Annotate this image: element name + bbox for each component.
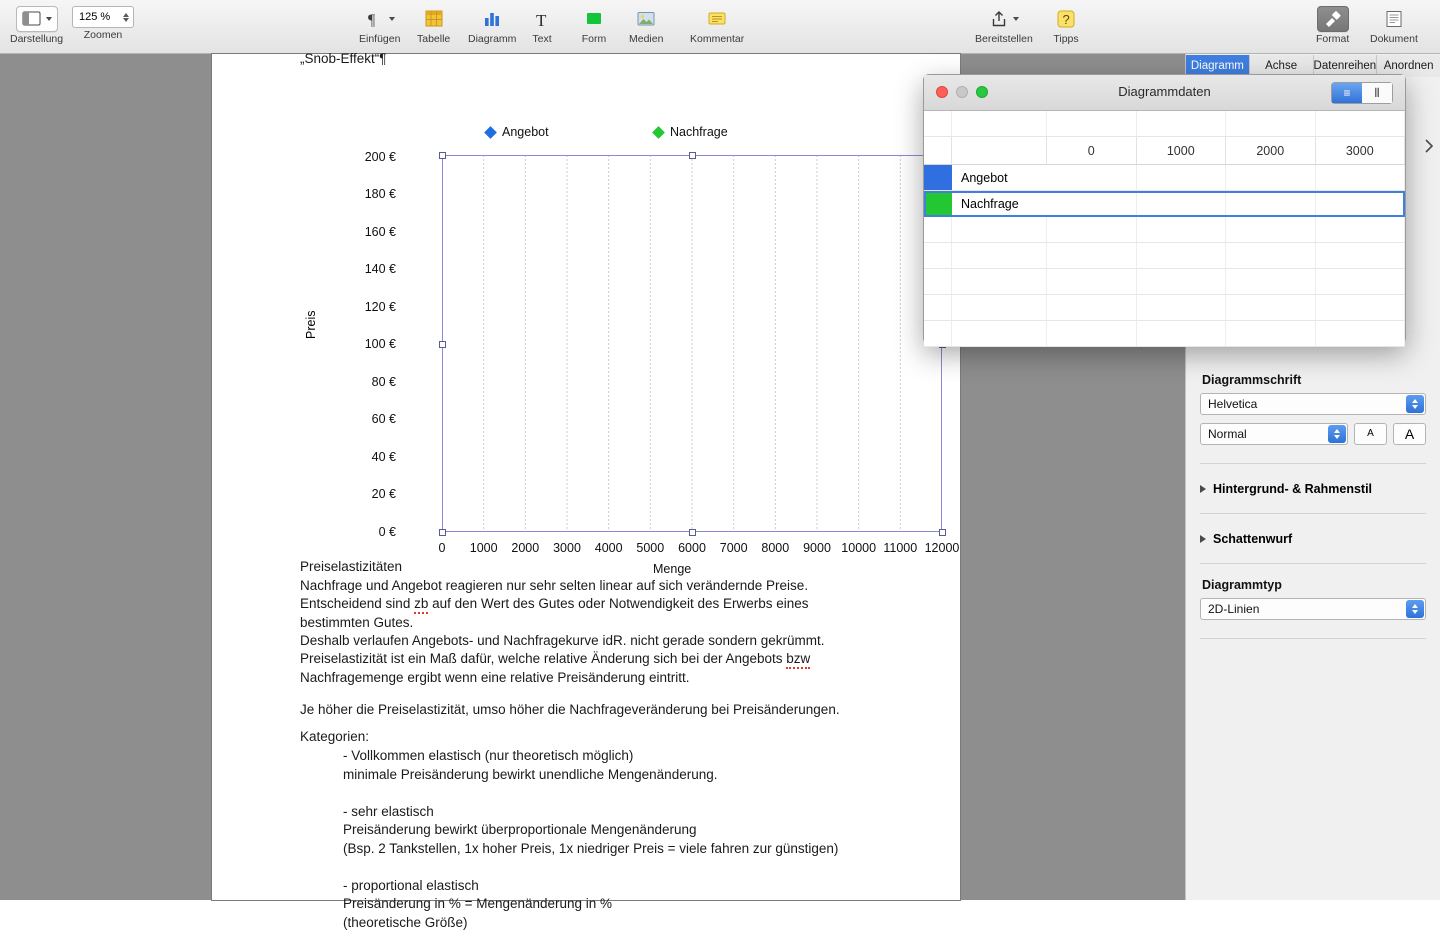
text-button[interactable]	[526, 6, 558, 32]
x-tick-12: 12000	[919, 541, 965, 555]
zoom-field[interactable]	[72, 6, 134, 28]
list-item-1-detail: minimale Preisänderung bewirkt unendliche Mengenänderung.	[343, 766, 983, 785]
shape-button[interactable]	[578, 6, 610, 32]
grid-name-cell[interactable]	[952, 321, 1047, 346]
bar-chart-icon	[482, 10, 502, 28]
text-t-icon	[532, 10, 552, 28]
x-tick-7: 7000	[711, 541, 757, 555]
paragraph-5: Deshalb verlaufen Angebots- und Nachfragekurve idR. nicht gerade sondern gekrümmt.	[300, 632, 920, 651]
table-label: Tabelle	[417, 33, 450, 45]
tab-diagramm[interactable]: Diagramm	[1186, 55, 1250, 77]
chart-data-grid[interactable]	[924, 111, 1405, 347]
x-tick-0: 0	[419, 541, 465, 555]
spacer-1	[343, 784, 983, 803]
chart-y-axis-title: Preis	[304, 311, 318, 339]
shape-square-icon	[584, 10, 604, 28]
chart-data-window-title: Diagrammdaten	[924, 84, 1405, 99]
view-layout-button[interactable]	[16, 6, 58, 32]
grid-cell[interactable]	[1316, 217, 1406, 242]
grid-header-col-0[interactable]: 0	[1047, 137, 1137, 164]
increase-font-size-button[interactable]: A	[1393, 423, 1426, 445]
font-style-select[interactable]	[1200, 423, 1348, 445]
table-row[interactable]	[924, 191, 1405, 217]
grid-cell[interactable]	[1047, 295, 1137, 320]
toolbar-group-zoom[interactable]	[72, 6, 134, 41]
toolbar-group-insert[interactable]	[359, 6, 400, 45]
table-icon	[424, 10, 444, 28]
y-tick-9: 180 €	[350, 187, 396, 201]
font-family-chevron-icon[interactable]	[1406, 395, 1424, 413]
grid-row-empty[interactable]	[924, 243, 1405, 269]
font-style-value: Normal	[1208, 427, 1247, 441]
svg-text:¶: ¶	[368, 12, 376, 29]
chart-type-heading: Diagrammtyp	[1202, 578, 1426, 592]
grid-header-col-3000[interactable]: 3000	[1316, 137, 1406, 164]
y-tick-10: 200 €	[350, 150, 396, 164]
chart-type-value: 2D-Linien	[1208, 602, 1259, 616]
tips-label: Tipps	[1050, 33, 1082, 45]
legend-label-nachfrage: Nachfrage	[670, 125, 728, 139]
paragraph-8: Je höher die Preiselastizität, umso höher die Nachfrageveränderung bei Preisänderungen.	[300, 701, 940, 720]
grid-cell[interactable]	[1137, 295, 1227, 320]
decrease-font-size-button[interactable]: A	[1354, 423, 1387, 445]
chart-type-select[interactable]	[1200, 598, 1426, 620]
toolbar-group-chart[interactable]	[468, 6, 516, 45]
y-tick-6: 120 €	[350, 300, 396, 314]
comment-label: Kommentar	[690, 33, 744, 45]
grid-name-cell[interactable]	[952, 295, 1047, 320]
list-item-1: - Vollkommen elastisch (nur theoretisch möglich)	[343, 747, 983, 766]
y-tick-8: 160 €	[350, 225, 396, 239]
x-tick-1: 1000	[461, 541, 507, 555]
chart-data-titlebar[interactable]	[924, 75, 1405, 111]
paragraph-7: Nachfragemenge ergibt wenn eine relative Preisänderung eintritt.	[300, 669, 920, 688]
chevron-right-icon	[1422, 138, 1436, 154]
legend-marker-diamond-icon	[484, 126, 497, 139]
resize-handle-bottom-center[interactable]	[689, 529, 696, 536]
comment-icon	[707, 10, 727, 28]
list-item-3-detail-b: (theoretische Größe)	[343, 914, 983, 932]
legend-label-angebot: Angebot	[502, 125, 549, 139]
chart-object[interactable]	[290, 89, 910, 569]
x-tick-4: 4000	[586, 541, 632, 555]
grid-cell[interactable]	[1047, 321, 1137, 346]
grid-cell[interactable]	[1316, 269, 1406, 294]
y-tick-2: 40 €	[350, 450, 396, 464]
divider-2	[1200, 513, 1426, 514]
misspelling-bzw: bzw	[786, 651, 810, 669]
grid-name-cell[interactable]	[952, 217, 1047, 242]
media-button[interactable]	[630, 6, 662, 32]
tab-achse[interactable]: Achse	[1250, 55, 1314, 77]
body-list-block[interactable]	[343, 747, 983, 932]
rows-view-button[interactable]: ≡	[1332, 83, 1362, 103]
toolbar-group-table[interactable]	[417, 6, 450, 45]
x-tick-3: 3000	[544, 541, 590, 555]
toolbar-group-document[interactable]	[1370, 6, 1418, 45]
table-button[interactable]	[418, 6, 450, 32]
y-tick-1: 20 €	[350, 487, 396, 501]
panel-collapse-arrow[interactable]	[1422, 138, 1436, 157]
toolbar-group-shape[interactable]	[578, 6, 610, 45]
grid-cell[interactable]	[1316, 321, 1406, 346]
legend-marker-diamond-icon	[652, 126, 665, 139]
list-item-2: - sehr elastisch	[343, 803, 983, 822]
grid-cell[interactable]	[1316, 191, 1406, 216]
grid-row-empty[interactable]	[924, 217, 1405, 243]
chart-legend-nachfrage[interactable]	[654, 125, 728, 139]
columns-view-button[interactable]: ⦀	[1362, 83, 1392, 103]
zoom-value: 125 %	[79, 11, 110, 23]
grid-cell[interactable]	[1226, 321, 1316, 346]
list-item-2-detail-b: (Bsp. 2 Tankstellen, 1x hoher Preis, 1x niedriger Preis = viele fahren zur günstigen)	[343, 840, 983, 859]
media-photo-icon	[636, 10, 656, 28]
grid-row-empty[interactable]	[924, 321, 1405, 347]
paragraph-2: Nachfrage und Angebot reagieren nur sehr selten linear auf sich verändernde Preise.	[300, 577, 920, 596]
grid-cell[interactable]	[1226, 243, 1316, 268]
chart-button[interactable]	[476, 6, 508, 32]
grid-color-swatch-cell	[924, 269, 952, 294]
grid-color-swatch-cell	[924, 243, 952, 268]
grid-cell[interactable]	[1226, 165, 1316, 190]
resize-handle-top-left[interactable]	[439, 152, 446, 159]
chart-x-axis-title: Menge	[653, 562, 691, 576]
paragraph-3: Entscheidend sind zb auf den Wert des Gutes oder Notwendigkeit des Erwerbs eines	[300, 595, 920, 614]
body-text-block-2[interactable]	[300, 650, 920, 687]
resize-handle-middle-left[interactable]	[439, 341, 446, 348]
grid-cell[interactable]	[1137, 269, 1227, 294]
view-label: Darstellung	[10, 33, 63, 45]
x-tick-5: 5000	[627, 541, 673, 555]
chart-data-window[interactable]	[923, 74, 1406, 344]
section-background-border-label: Hintergrund- & Rahmenstil	[1213, 482, 1372, 496]
resize-handle-bottom-left[interactable]	[439, 529, 446, 536]
grid-cell[interactable]	[1226, 191, 1316, 216]
grid-cell[interactable]	[1137, 111, 1227, 136]
disclosure-triangle-icon	[1200, 535, 1206, 543]
chart-font-heading: Diagrammschrift	[1202, 373, 1426, 387]
section-background-border[interactable]	[1200, 482, 1426, 496]
document-label: Dokument	[1370, 33, 1418, 45]
series-name-nachfrage[interactable]: Nachfrage	[952, 191, 1047, 216]
format-button[interactable]	[1317, 6, 1349, 32]
question-mark-icon	[1056, 10, 1076, 28]
zoom-stepper[interactable]	[123, 13, 129, 22]
toolbar-group-text[interactable]	[526, 6, 558, 45]
toolbar-group-comment[interactable]	[690, 6, 744, 45]
paragraph-6: Preiselastizität ist ein Maß dafür, welche relative Änderung sich bei der Angebots bzw	[300, 650, 920, 669]
table-row[interactable]	[924, 165, 1405, 191]
series-name-angebot[interactable]: Angebot	[952, 165, 1047, 190]
x-tick-9: 9000	[794, 541, 840, 555]
toolbar-group-media[interactable]	[629, 6, 663, 45]
svg-text:T: T	[536, 11, 547, 30]
grid-cell[interactable]	[1137, 321, 1227, 346]
paragraph-4: bestimmten Gutes.	[300, 614, 920, 633]
view-mode-segmented-control[interactable]	[1331, 82, 1393, 104]
grid-name-cell[interactable]	[952, 243, 1047, 268]
grid-name-cell[interactable]	[952, 269, 1047, 294]
section-shadow-label: Schattenwurf	[1213, 532, 1292, 546]
chart-type-chevron-icon[interactable]	[1406, 600, 1424, 618]
x-tick-11: 11000	[877, 541, 923, 555]
chart-label: Diagramm	[468, 33, 516, 45]
pilcrow-icon	[365, 10, 385, 28]
divider-1	[1200, 463, 1426, 464]
tab-datenreihen[interactable]: Datenreihen	[1314, 55, 1378, 77]
media-label: Medien	[629, 33, 663, 45]
grid-cell[interactable]	[1137, 243, 1227, 268]
x-tick-6: 6000	[669, 541, 715, 555]
grid-color-swatch-cell	[924, 321, 952, 346]
grid-cell[interactable]	[1316, 165, 1406, 190]
grid-header-col-2000[interactable]: 2000	[1226, 137, 1316, 164]
document-header-fragment: „Snob-Effekt“¶	[300, 50, 387, 69]
tab-anordnen[interactable]: Anordnen	[1377, 55, 1440, 77]
font-family-select[interactable]	[1200, 393, 1426, 415]
text-label: Text	[526, 33, 558, 45]
grid-cell[interactable]	[1316, 295, 1406, 320]
grid-cell[interactable]	[1226, 295, 1316, 320]
grid-cell[interactable]	[1137, 165, 1227, 190]
view-layout-icon	[22, 10, 42, 28]
grid-color-swatch-cell	[924, 295, 952, 320]
format-label: Format	[1316, 33, 1349, 45]
grid-cell[interactable]	[1047, 269, 1137, 294]
divider-3	[1200, 563, 1426, 564]
misspelling-zb: zb	[414, 596, 428, 614]
body-text-block-3[interactable]	[300, 701, 940, 720]
paintbrush-icon	[1323, 10, 1343, 28]
resize-handle-bottom-right[interactable]	[939, 529, 946, 536]
y-tick-4: 80 €	[350, 375, 396, 389]
font-style-chevron-icon[interactable]	[1328, 425, 1346, 443]
x-tick-8: 8000	[752, 541, 798, 555]
chart-selection-frame[interactable]	[442, 155, 942, 532]
body-text-block-4[interactable]	[300, 728, 940, 747]
resize-handle-top-center[interactable]	[689, 152, 696, 159]
grid-cell[interactable]	[1047, 191, 1137, 216]
paragraph-1: Preiselastizitäten	[300, 558, 920, 577]
grid-cell[interactable]	[1316, 111, 1406, 136]
font-family-value: Helvetica	[1208, 397, 1257, 411]
grid-name-cell[interactable]	[952, 111, 1047, 136]
grid-cell[interactable]	[1226, 269, 1316, 294]
document-icon	[1384, 10, 1404, 28]
series-color-swatch-angebot[interactable]	[924, 165, 952, 190]
section-shadow[interactable]	[1200, 532, 1426, 546]
grid-header-row	[924, 137, 1405, 165]
comment-button[interactable]	[701, 6, 733, 32]
toolbar	[0, 0, 1440, 54]
share-label: Bereitstellen	[975, 33, 1033, 45]
y-tick-3: 60 €	[350, 412, 396, 426]
grid-cell[interactable]	[1226, 217, 1316, 242]
document-page[interactable]	[212, 54, 960, 900]
grid-color-swatch-cell	[924, 217, 952, 242]
share-button[interactable]	[984, 6, 1024, 32]
svg-text:?: ?	[1063, 12, 1070, 27]
y-tick-5: 100 €	[350, 337, 396, 351]
toolbar-group-view[interactable]	[10, 6, 63, 45]
x-tick-10: 10000	[836, 541, 882, 555]
grid-color-swatch-cell	[924, 111, 952, 136]
toolbar-group-tips[interactable]	[1050, 6, 1082, 45]
insert-button[interactable]	[360, 6, 400, 32]
divider-4	[1200, 638, 1426, 639]
share-icon	[989, 10, 1009, 28]
grid-cell[interactable]	[1316, 243, 1406, 268]
insert-label: Einfügen	[359, 33, 400, 45]
list-item-3: - proportional elastisch	[343, 877, 983, 896]
spacer-2	[343, 858, 983, 877]
grid-cell[interactable]	[1137, 217, 1227, 242]
y-tick-7: 140 €	[350, 262, 396, 276]
toolbar-group-format[interactable]	[1316, 6, 1349, 45]
grid-cell[interactable]	[1226, 111, 1316, 136]
grid-row-blank-top[interactable]	[924, 111, 1405, 137]
grid-cell[interactable]	[1047, 217, 1137, 242]
grid-cell[interactable]	[1137, 191, 1227, 216]
list-item-3-detail-a: Preisänderung in % = Mengenänderung in %	[343, 895, 983, 914]
grid-header-name	[952, 137, 1047, 164]
chart-legend-angebot[interactable]	[486, 125, 549, 139]
grid-row-empty[interactable]	[924, 295, 1405, 321]
chevron-down-icon	[389, 17, 395, 21]
body-text-block-1[interactable]	[300, 558, 920, 651]
grid-header-col-1000[interactable]: 1000	[1137, 137, 1227, 164]
font-style-row	[1200, 423, 1426, 445]
toolbar-group-share[interactable]	[975, 6, 1033, 45]
series-color-swatch-nachfrage[interactable]	[924, 191, 952, 216]
document-button[interactable]	[1378, 6, 1410, 32]
grid-row-empty[interactable]	[924, 269, 1405, 295]
shape-label: Form	[578, 33, 610, 45]
grid-cell[interactable]	[1047, 243, 1137, 268]
grid-cell[interactable]	[1047, 111, 1137, 136]
grid-header-swatch	[924, 137, 952, 164]
list-item-2-detail-a: Preisänderung bewirkt überproportionale Mengenänderung	[343, 821, 983, 840]
tips-button[interactable]	[1050, 6, 1082, 32]
y-tick-0: 0 €	[350, 525, 396, 539]
zoom-label: Zoomen	[72, 29, 134, 41]
chevron-down-icon	[1013, 17, 1019, 21]
chevron-down-icon	[46, 17, 52, 21]
paragraph-9: Kategorien:	[300, 728, 940, 747]
disclosure-triangle-icon	[1200, 485, 1206, 493]
grid-cell[interactable]	[1047, 165, 1137, 190]
x-tick-2: 2000	[502, 541, 548, 555]
